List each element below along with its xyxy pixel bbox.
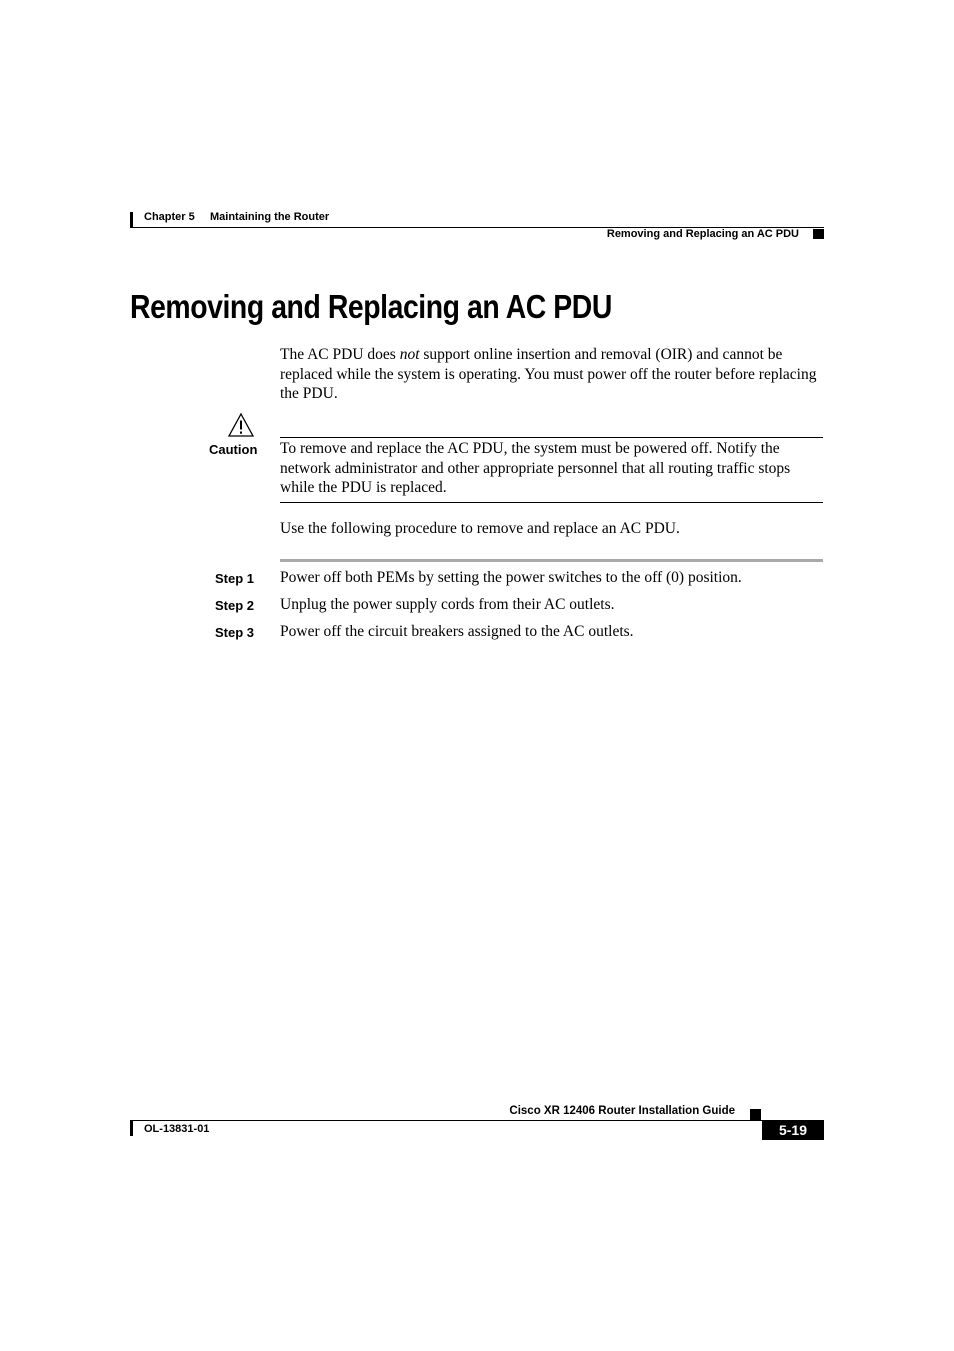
step-2-text: Unplug the power supply cords from their AC outlets. [280, 596, 615, 613]
footer-rule [130, 1120, 824, 1121]
footer-guide-title: Cisco XR 12406 Router Installation Guide [509, 1105, 735, 1117]
procedure-rule [280, 559, 823, 562]
procedure-intro: Use the following procedure to remove and replace an AC PDU. [280, 520, 680, 537]
header-section-title: Removing and Replacing an AC PDU [606, 228, 799, 240]
step-1-label: Step 1 [214, 571, 254, 586]
intro-text-after: support online insertion and removal (OIR) and cannot be replaced while the system is operating. You must power off the router before replacing the PDU. [280, 346, 817, 402]
step-3-text: Power off the circuit breakers assigned to the AC outlets. [280, 623, 634, 640]
warning-triangle-icon [227, 412, 255, 438]
caution-rule-top [280, 437, 823, 438]
intro-emphasis: not [399, 346, 420, 363]
intro-paragraph [280, 345, 825, 404]
step-2-label: Step 2 [214, 598, 254, 613]
intro-text-before: The AC PDU does [280, 346, 400, 363]
caution-rule-bottom [280, 502, 823, 503]
footer-page-number: 5-19 [762, 1121, 824, 1140]
footer-doc-number: OL-13831-01 [144, 1123, 210, 1135]
step-3-label: Step 3 [214, 625, 254, 640]
header-chapter: Chapter 5 [144, 211, 195, 223]
caution-label: Caution [209, 442, 258, 457]
header-left-bar [130, 212, 133, 228]
page-title: Removing and Replacing an AC PDU [130, 288, 612, 325]
caution-text: To remove and replace the AC PDU, the system must be powered off. Notify the network administrator and other appropriate personnel that all routing traffic stops while the PDU is replaced. [280, 440, 791, 496]
footer-left-bar [130, 1121, 133, 1136]
header-chapter-title: Maintaining the Router [210, 211, 330, 223]
header-square-marker [813, 229, 824, 239]
step-1-text: Power off both PEMs by setting the power switches to the off (0) position. [280, 569, 742, 586]
footer-square-marker [750, 1109, 761, 1120]
